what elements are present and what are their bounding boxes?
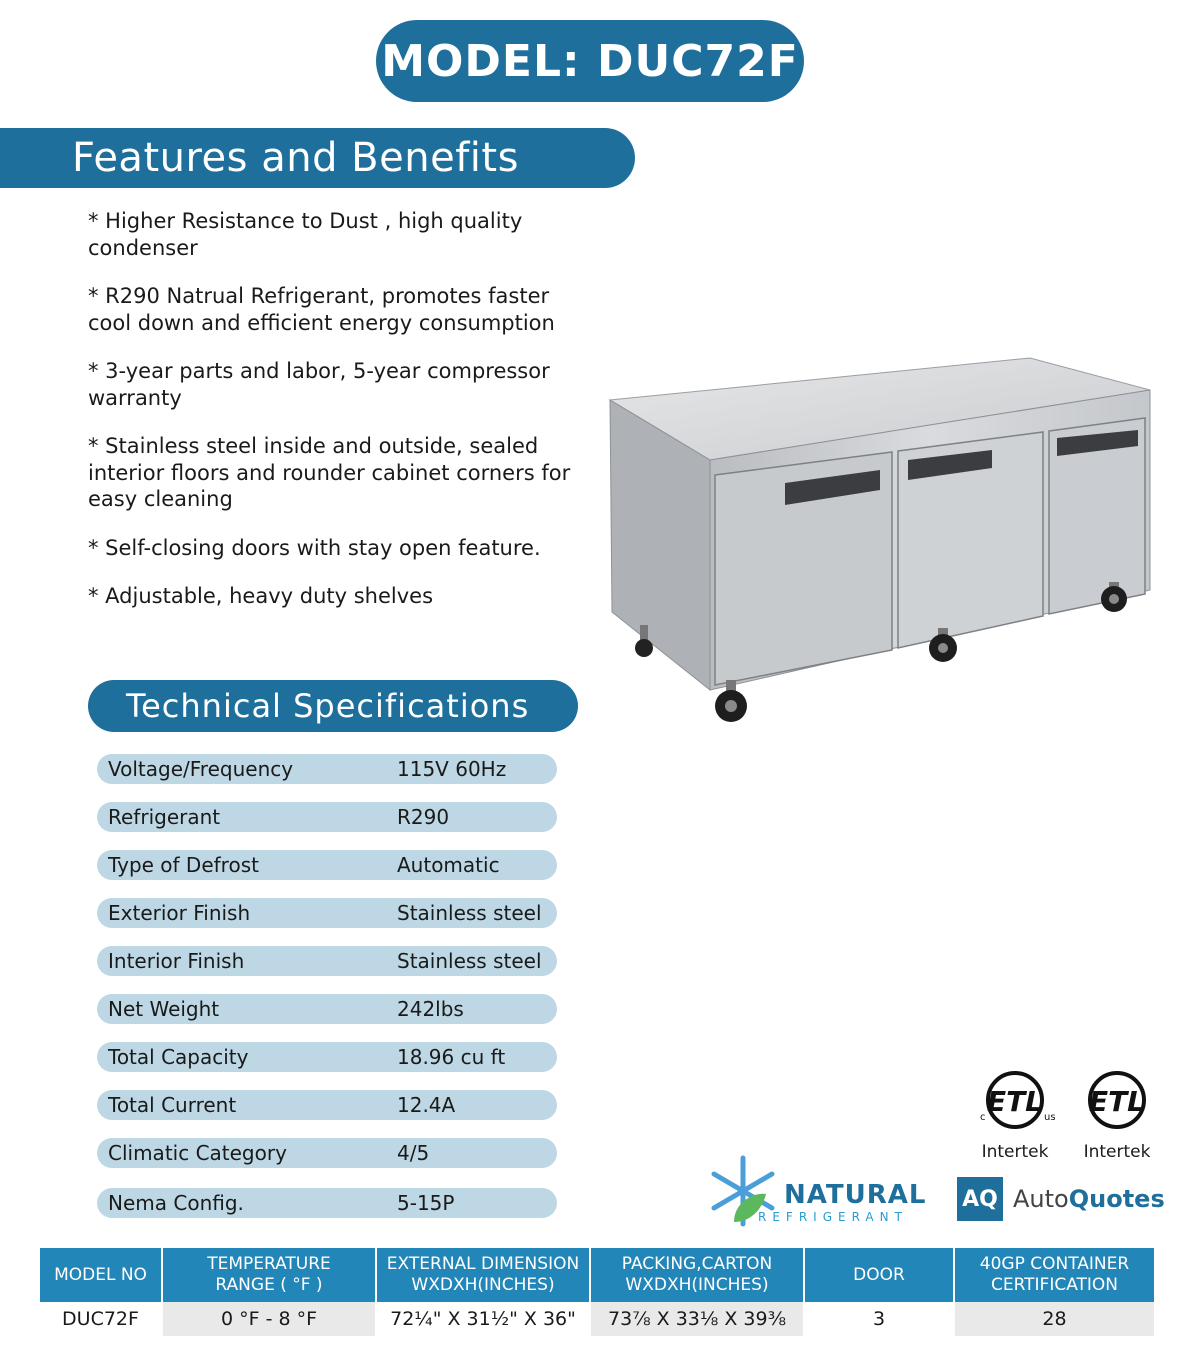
header-external-dimension: EXTERNAL DIMENSION WXDXH(INCHES) (376, 1248, 590, 1302)
spec-value: Stainless steel (397, 901, 542, 925)
autoquotes-logo (957, 1176, 1167, 1222)
spec-row (97, 946, 557, 976)
svg-text:ETL: ETL (986, 1085, 1044, 1118)
header-model-no: MODEL NO (40, 1248, 162, 1302)
spec-label: Net Weight (108, 997, 220, 1021)
header-packing: PACKING,CARTON WXDXH(INCHES) (590, 1248, 804, 1302)
spec-label: Refrigerant (108, 805, 221, 829)
auto-text: Auto (1013, 1185, 1069, 1213)
feature-item: * Adjustable, heavy duty shelves (88, 584, 434, 608)
spec-row (97, 898, 557, 928)
spec-label: Type of Defrost (108, 853, 259, 877)
svg-text:us: us (1044, 1112, 1056, 1123)
cell-container: 28 (954, 1302, 1154, 1336)
svg-text:ETL: ETL (1088, 1085, 1146, 1118)
natural-text: NATURAL (784, 1180, 927, 1210)
autoquotes-text (1013, 1185, 1165, 1213)
header-door: DOOR (804, 1248, 954, 1302)
spec-row (97, 1042, 557, 1072)
spec-row (97, 994, 557, 1024)
features-list (88, 208, 588, 632)
spec-value: 18.96 cu ft (397, 1045, 506, 1069)
etl-listed-cert (960, 1070, 1070, 1162)
header-temperature: TEMPERATURE RANGE ( °F ) (162, 1248, 376, 1302)
spec-value: R290 (397, 805, 450, 829)
etl-listed-icon (970, 1070, 1060, 1136)
natural-refrigerant-logo (704, 1152, 944, 1232)
features-title: Features and Benefits (0, 128, 635, 188)
model-title: MODEL: DUC72F (376, 20, 804, 102)
specs-title: Technical Specifications (88, 680, 578, 732)
feature-item: * Higher Resistance to Dust , high quality condenser (88, 209, 523, 260)
spec-label: Interior Finish (108, 949, 245, 973)
spec-label: Total Capacity (108, 1045, 249, 1069)
cell-model-no: DUC72F (40, 1302, 162, 1336)
spec-label: Total Current (108, 1093, 237, 1117)
spec-value: Automatic (397, 853, 500, 877)
cell-temperature: 0 °F - 8 °F (162, 1302, 376, 1336)
cert-word: Intertek (1083, 1142, 1151, 1162)
spec-value: 4/5 (397, 1141, 430, 1165)
spec-row (97, 850, 557, 880)
feature-item: * Self-closing doors with stay open feature. (88, 535, 541, 560)
spec-row (97, 802, 557, 832)
spec-row (97, 754, 557, 784)
svg-text:c: c (980, 1112, 986, 1123)
table-row (40, 1302, 1154, 1336)
spec-value: Stainless steel (397, 949, 542, 973)
spec-label: Climatic Category (108, 1141, 287, 1165)
refrigerant-text: REFRIGERANT (758, 1210, 908, 1224)
spec-value: 115V 60Hz (397, 757, 507, 781)
cell-external-dimension: 72¼" X 31½" X 36" (376, 1302, 590, 1336)
aq-box: AQ (957, 1177, 1003, 1221)
product-image (600, 350, 1160, 730)
spec-value: 242lbs (397, 997, 464, 1021)
cell-packing: 73⅞ X 33⅛ X 39⅜ (590, 1302, 804, 1336)
spec-row (97, 1188, 557, 1218)
spec-row (97, 1090, 557, 1120)
feature-item: * R290 Natrual Refrigerant, promotes faster cool down and efficient energy consumption (88, 284, 555, 335)
spec-row (97, 1138, 557, 1168)
header-container: 40GP CONTAINER CERTIFICATION (954, 1248, 1154, 1302)
spec-value: 12.4A (397, 1093, 456, 1117)
etl-sanitation-icon (1072, 1070, 1162, 1136)
model-table (40, 1248, 1154, 1336)
spec-label: Nema Config. (108, 1191, 244, 1215)
spec-label: Exterior Finish (108, 901, 251, 925)
quotes-text: Quotes (1068, 1185, 1165, 1213)
etl-sanitation-cert (1062, 1070, 1172, 1162)
feature-item: * Stainless steel inside and outside, sealed interior floors and rounder cabinet corners for easy cleaning (88, 434, 571, 511)
table-header-row (40, 1248, 1154, 1302)
cert-word: Intertek (981, 1142, 1049, 1162)
spec-value: 5-15P (397, 1191, 455, 1215)
cell-door: 3 (804, 1302, 954, 1336)
spec-label: Voltage/Frequency (108, 757, 294, 781)
feature-item: * 3-year parts and labor, 5-year compressor warranty (88, 359, 550, 410)
